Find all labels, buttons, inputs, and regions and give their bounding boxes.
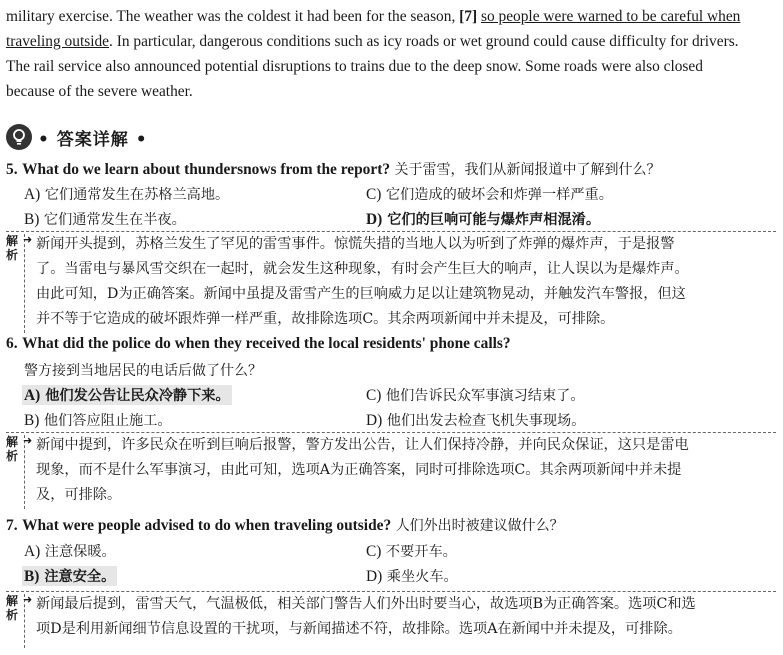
- section-header: [6, 124, 148, 150]
- question-english: What were people advised to do when traveling outside?: [22, 517, 392, 534]
- option-7d: D) 乘坐火车。: [366, 568, 458, 585]
- passage-line: because of the severe weather.: [6, 83, 193, 100]
- question-chinese: 关于雷雪，我们从新闻报道中了解到什么？: [394, 162, 661, 178]
- option-6b: B) 他们答应阻止施工。: [24, 412, 172, 429]
- question-5: [6, 159, 661, 179]
- arrow-icon: ➜: [23, 593, 33, 606]
- question-english: What did the police do when they received the local residents' phone calls?: [22, 335, 511, 352]
- divider: [24, 234, 25, 333]
- question-6: [6, 335, 511, 353]
- analysis-6: [6, 432, 776, 509]
- analysis-tag: 解析: [6, 435, 19, 463]
- analysis-tag: 解析: [6, 594, 19, 622]
- option-5a: A) 它们通常发生在苏格兰高地。: [24, 186, 230, 203]
- analysis-tag: 解析: [6, 234, 19, 262]
- question-6-chinese: 警方接到当地居民的电话后做了什么？: [24, 363, 262, 379]
- option-5c: C) 它们造成的破坏会和炸弹一样严重。: [366, 186, 613, 203]
- passage-marker: [7]: [459, 8, 478, 25]
- option-6d: D) 他们出发去检查飞机失事现场。: [366, 412, 586, 429]
- option-5d-correct: D) 它们的巨响可能与爆炸声相混淆。: [366, 211, 601, 228]
- passage-line: The rail service also announced potential disruptions to trains due to the deep snow. Some roads were also closed: [6, 58, 703, 75]
- question-chinese: 人们外出时被建议做什么？: [395, 518, 564, 534]
- analysis-5: [6, 231, 776, 333]
- passage: [6, 4, 778, 104]
- analysis-text: 新闻最后提到，雷雪天气，气温极低，相关部门警告人们外出时要当心，故选项B为正确答案。选项C和选 项D是利用新闻细节信息设置的干扰项，与新闻描述不符，故排除。选项A在新闻中并未提及，可排除。: [36, 596, 696, 637]
- option-5b: B) 它们通常发生在半夜。: [24, 211, 186, 228]
- lightbulb-icon: [6, 124, 32, 150]
- option-6a-correct: A) 他们发公告让民众冷静下来。: [24, 387, 230, 404]
- question-number: 6.: [6, 335, 18, 352]
- arrow-icon: ➜: [23, 233, 33, 246]
- question-7: [6, 515, 564, 535]
- underlined-text: traveling outside: [6, 33, 110, 50]
- section-title: • 答案详解 •: [38, 129, 148, 150]
- arrow-icon: ➜: [23, 434, 33, 447]
- question-number: 7.: [6, 517, 18, 534]
- question-english: What do we learn about thundersnows from the report?: [22, 161, 391, 178]
- option-6c: C) 他们告诉民众军事演习结束了。: [366, 387, 585, 404]
- passage-line: [6, 29, 778, 54]
- option-7c: C) 不要开车。: [366, 543, 457, 560]
- option-7b-correct: B) 注意安全。: [24, 568, 116, 585]
- passage-text: military exercise. The weather was the coldest it had been for the season,: [6, 8, 460, 25]
- analysis-text: 新闻开头提到，苏格兰发生了罕见的雷雪事件。惊慌失措的当地人以为听到了炸弹的爆炸声，于是报警 了。当雷电与暴风雪交织在一起时，就会发生这种现象，有时会产生巨大的响声，让人误以为是爆炸声。 由此可知，D为正确答案。新闻中虽提及雷雪产生的巨响威力足以让建筑物晃动，并触发汽车警报，但这 并不等于它造成的破坏跟炸弹一样严重，故排除选项C。其余两项新闻中并未提及，可排除。: [36, 236, 689, 327]
- analysis-7: [6, 591, 776, 648]
- underlined-text: so people were warned to be careful when: [480, 8, 741, 25]
- analysis-text: 新闻中提到，许多民众在听到巨响后报警，警方发出公告，让人们保持冷静，并向民众保证，这只是雷电 现象，而不是什么军事演习，由此可知，选项A为正确答案，同时可排除选项C。其余两项新闻中并未提 及，可排除。: [36, 437, 689, 503]
- passage-text: . In particular, dangerous conditions such as icy roads or wet ground could cause difficulty for drivers.: [109, 33, 739, 50]
- question-number: 5.: [6, 161, 18, 178]
- option-7a: A) 注意保暖。: [24, 543, 116, 560]
- passage-line: [6, 4, 778, 29]
